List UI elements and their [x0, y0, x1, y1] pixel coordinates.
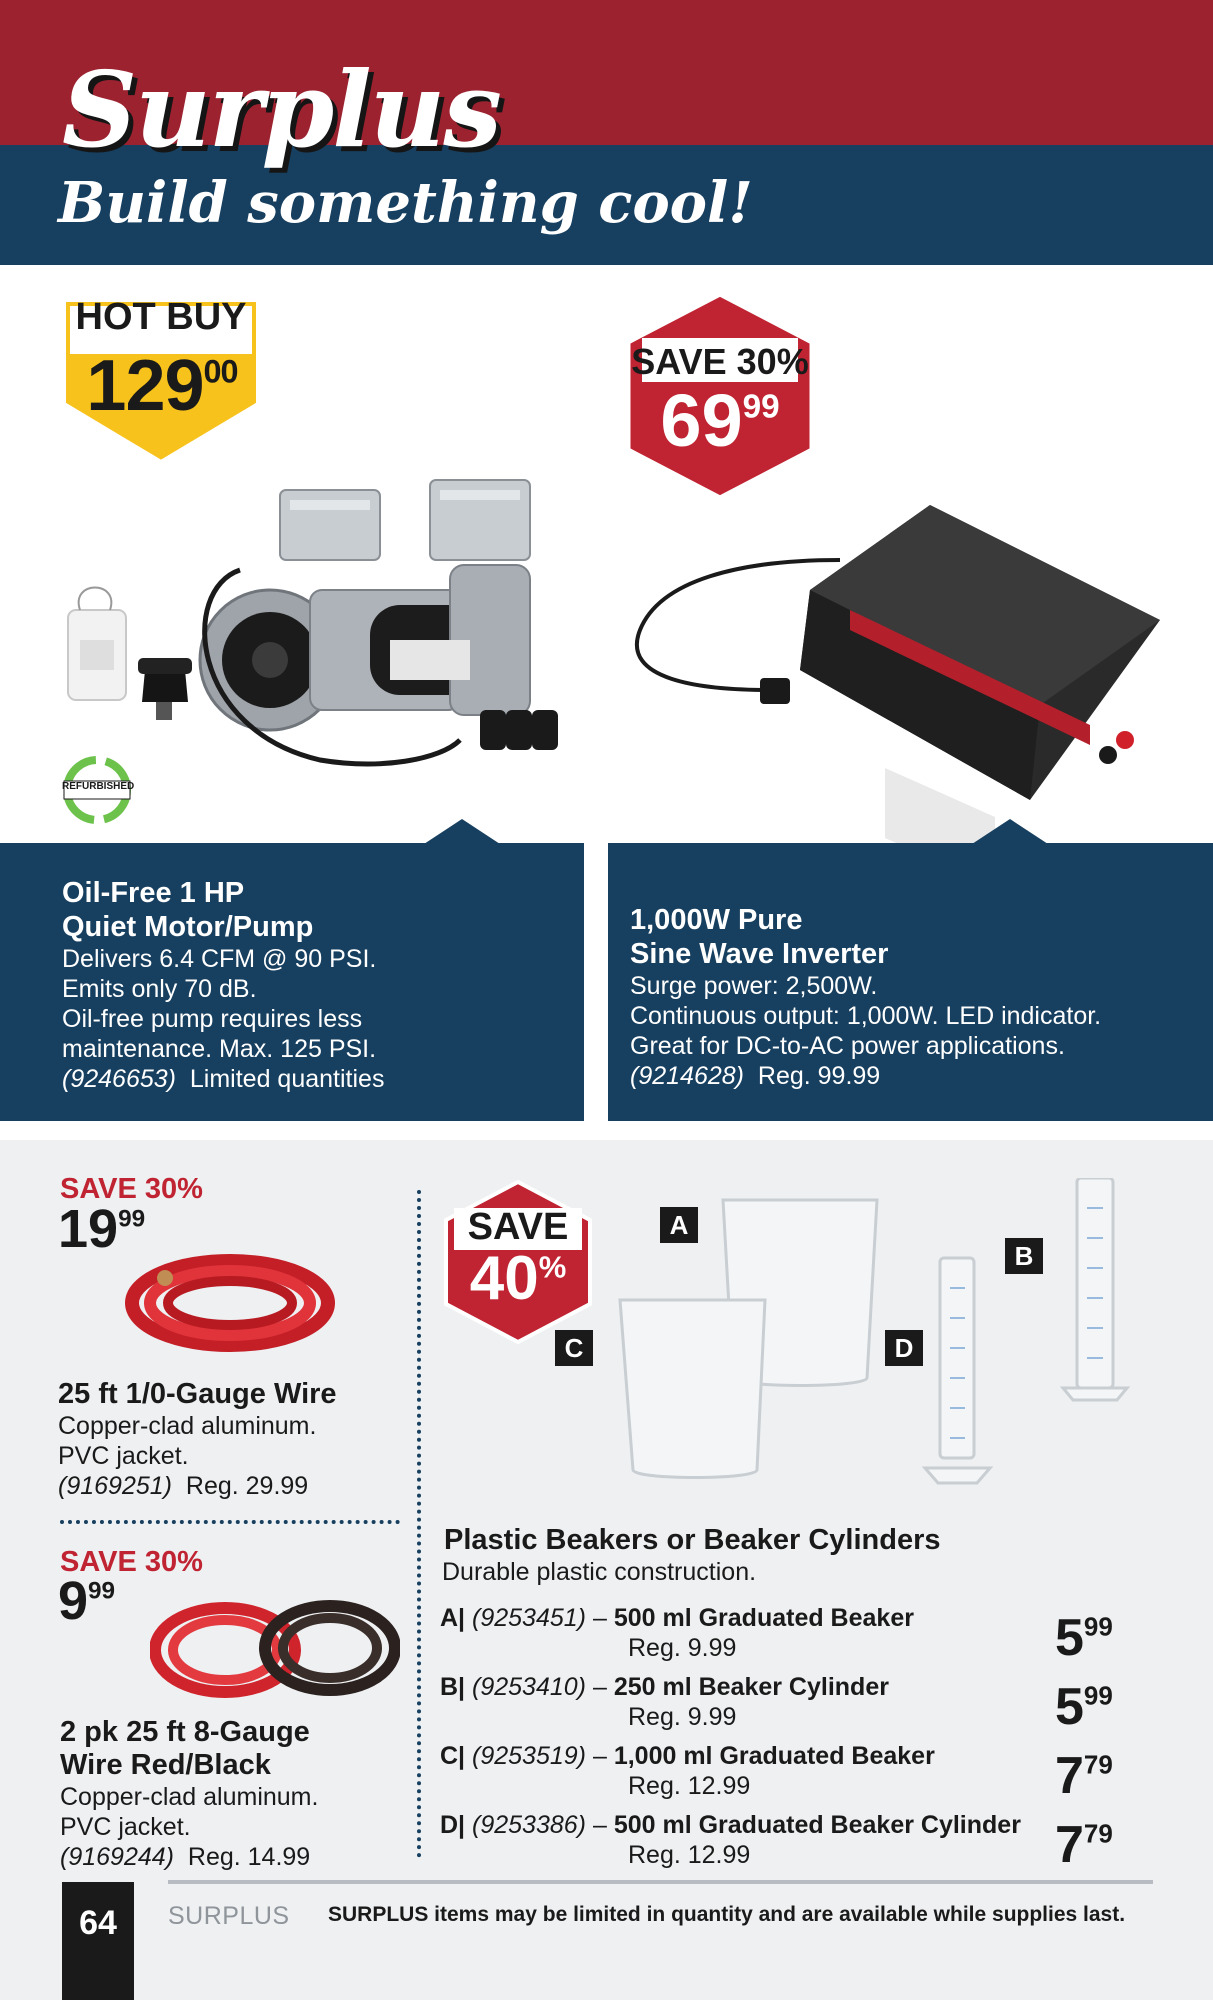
- beaker-price-d: $7^{79}$: [1055, 1816, 1113, 1874]
- save-40-value: 40%: [469, 1244, 567, 1313]
- wire2-desc-line1: Copper-clad aluminum.: [60, 1783, 319, 1811]
- vertical-divider: [417, 1190, 421, 1858]
- pump-price: $129^{00}$: [86, 346, 238, 426]
- wire1-sku: (9169251): [58, 1472, 172, 1500]
- beaker-row-d: D| (9253386) – 500 ml Graduated Beaker Cylinder Reg. 12.99: [440, 1811, 1021, 1869]
- wire2-title-line2: Wire Red/Black: [60, 1749, 271, 1781]
- beakers-title: Plastic Beakers or Beaker Cylinders: [444, 1524, 941, 1556]
- pump-title-line2: Quiet Motor/Pump: [62, 911, 314, 943]
- pump-desc-line4: maintenance. Max. 125 PSI.: [62, 1035, 377, 1063]
- beaker-price-c: $7^{79}$: [1055, 1747, 1113, 1805]
- beaker-letter-d: D: [885, 1330, 923, 1366]
- beaker-letter-a: A: [660, 1207, 698, 1243]
- motor-pump-image: [60, 470, 600, 800]
- wire1-sku-line: [58, 1471, 337, 1501]
- page-number: 64: [62, 1882, 134, 2000]
- inverter-sku: (9214628): [630, 1062, 744, 1090]
- refurbished-label: REFURBISHED: [62, 781, 135, 792]
- beaker-letter-c: C: [555, 1330, 593, 1366]
- wire2-save-label: SAVE 30%: [60, 1546, 203, 1578]
- beaker-row-a: A| (9253451) – 500 ml Graduated Beaker Reg. 9.99: [440, 1604, 914, 1662]
- pump-title-line1: Oil-Free 1 HP: [62, 877, 245, 909]
- footer-note: SURPLUS items may be limited in quantity and are available while supplies last.: [328, 1903, 1126, 1926]
- page-subtitle: Build something cool!: [58, 170, 753, 236]
- hot-buy-label: HOT BUY: [75, 296, 247, 338]
- wire1-desc-line1: Copper-clad aluminum.: [58, 1412, 317, 1440]
- wire1-title: 25 ft 1/0-Gauge Wire: [58, 1378, 337, 1410]
- beaker-row-c: C| (9253519) – 1,000 ml Graduated Beaker Reg. 12.99: [440, 1742, 935, 1800]
- wire2-info: [60, 1716, 318, 1872]
- beaker-price-b: $5^{99}$: [1055, 1678, 1113, 1736]
- wire1-reg: Reg. 29.99: [185, 1472, 309, 1500]
- pump-sku: (9246653): [62, 1065, 176, 1093]
- footer-section-name: SURPLUS: [168, 1902, 290, 1930]
- wire1-save-label: SAVE 30%: [60, 1173, 203, 1205]
- wire2-reg: Reg. 14.99: [187, 1843, 311, 1871]
- inverter-title-line2: Sine Wave Inverter: [630, 938, 889, 970]
- inverter-desc-line2: Continuous output: 1,000W. LED indicator.: [630, 1002, 1102, 1030]
- page-title: Surplus: [62, 48, 500, 171]
- footer-rule: [168, 1880, 1153, 1884]
- pump-box-notch: [424, 819, 500, 844]
- inverter-reg: Reg. 99.99: [757, 1062, 881, 1090]
- inverter-box-notch: [972, 819, 1048, 844]
- wire1-info: [58, 1378, 337, 1501]
- save-30-label: SAVE 30%: [631, 341, 809, 382]
- beaker-letter-b: B: [1005, 1238, 1043, 1274]
- inverter-desc-line3: Great for DC-to-AC power applications.: [630, 1032, 1065, 1060]
- save-40-label: SAVE: [467, 1206, 569, 1248]
- horizontal-divider: [60, 1520, 400, 1524]
- red-wire-image: [125, 1248, 335, 1353]
- beaker-price-a: $5^{99}$: [1055, 1609, 1113, 1667]
- beakers-subtitle: Durable plastic construction.: [442, 1558, 757, 1586]
- pump-note: Limited quantities: [189, 1065, 385, 1093]
- pump-desc-line1: Delivers 6.4 CFM @ 90 PSI.: [62, 945, 377, 973]
- inverter-title-line1: 1,000W Pure: [630, 904, 803, 936]
- wire2-desc-line2: PVC jacket.: [60, 1813, 191, 1841]
- beaker-row-b: B| (9253410) – 250 ml Beaker Cylinder Reg. 9.99: [440, 1673, 889, 1731]
- wire1-desc-line2: PVC jacket.: [58, 1442, 189, 1470]
- wire1-price: $19^{99}$: [58, 1199, 146, 1259]
- wire2-price: $9^{99}$: [58, 1571, 116, 1631]
- inverter-image: [620, 500, 1160, 810]
- pump-desc-line2: Emits only 70 dB.: [62, 975, 257, 1003]
- pump-sku-line: [62, 1064, 384, 1094]
- inverter-desc-line1: Surge power: 2,500W.: [630, 972, 878, 1000]
- red-black-wire-image: [150, 1598, 400, 1703]
- inverter-sku-line: [630, 1061, 1101, 1091]
- wire2-sku-line: [60, 1842, 318, 1872]
- inverter-info-box: [608, 843, 1213, 1121]
- wire2-title-line1: 2 pk 25 ft 8-Gauge: [60, 1716, 310, 1748]
- inverter-price: $69^{99}$: [660, 379, 780, 462]
- wire2-sku: (9169244): [60, 1843, 174, 1871]
- pump-info-box: [0, 843, 584, 1121]
- pump-desc-line3: Oil-free pump requires less: [62, 1005, 363, 1033]
